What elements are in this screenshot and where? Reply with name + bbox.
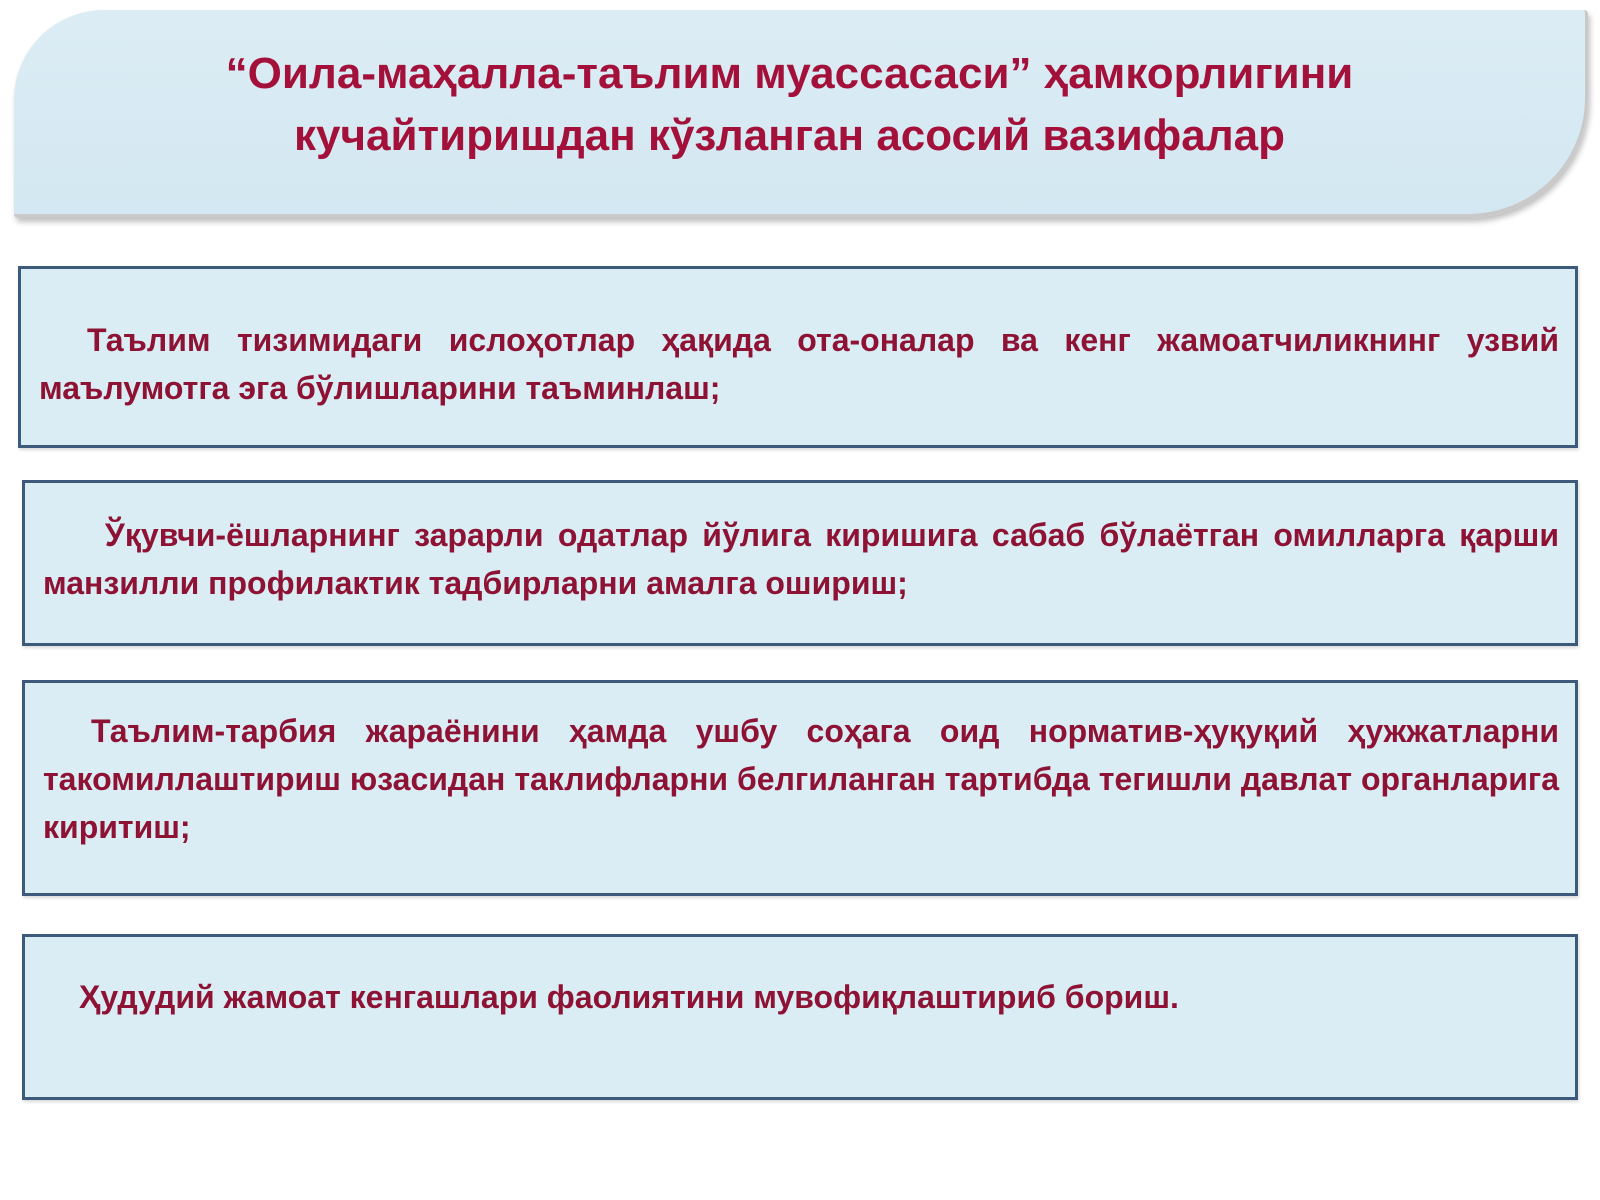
title-banner	[14, 10, 1588, 218]
title-line-1: “Оила-маҳалла-таълим муассасаси” ҳамкорлигини	[225, 49, 1354, 98]
task-box-1	[18, 266, 1578, 448]
task-text-2: Ўқувчи-ёшларнинг зарарли одатлар йўлига киришига сабаб бўлаётган омилларга қарши манзилли профилактик тадбирларни амалга ошириш;	[43, 517, 1559, 601]
task-text-4: Ҳудудий жамоат кенгашлари фаолиятини мувофиқлаштириб бориш.	[79, 979, 1179, 1015]
page-title	[140, 43, 1440, 167]
task-text-3: Таълим-тарбия жараёнини ҳамда ушбу соҳага оид норматив-ҳуқуқий ҳужжатларни такомиллаштириш юзасидан таклифларни белгиланган тартибда тегишли давлат органларига киритиш;	[43, 713, 1559, 845]
task-box-3	[22, 680, 1578, 896]
task-box-4	[22, 934, 1578, 1100]
task-text-1: Таълим тизимидаги ислоҳотлар ҳақида ота-оналар ва кенг жамоатчиликнинг узвий маълумотга эга бўлишларини таъминлаш;	[39, 322, 1559, 406]
title-line-2: кучайтиришдан кўзланган асосий вазифалар	[293, 111, 1286, 160]
task-box-2	[22, 480, 1578, 646]
